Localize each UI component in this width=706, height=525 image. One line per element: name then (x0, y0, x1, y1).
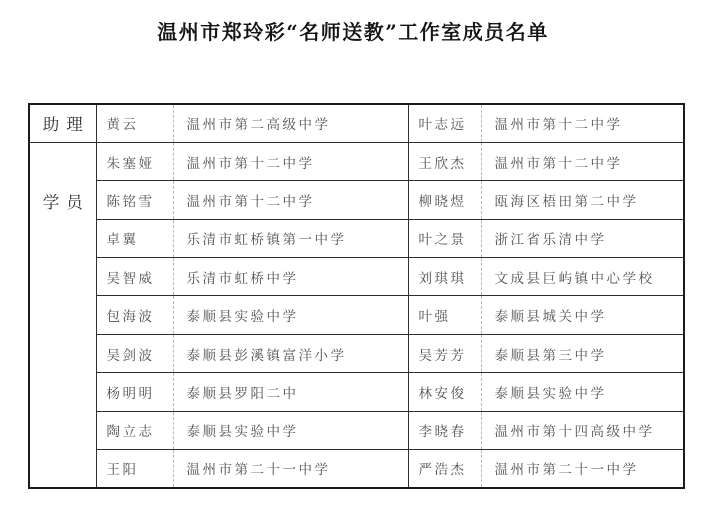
table-row (29, 258, 684, 296)
table-row (29, 450, 684, 488)
member-school-cell: 温州市第二高级中学 (173, 104, 408, 142)
member-school-cell: 温州市第十二中学 (481, 142, 684, 180)
member-name-cell: 叶强 (408, 296, 481, 334)
table-row (29, 181, 684, 219)
table-row (29, 142, 684, 180)
member-name-cell: 叶之景 (408, 219, 481, 257)
member-school-cell: 温州市第十二中学 (173, 181, 408, 219)
member-school-cell: 瓯海区梧田第二中学 (481, 181, 684, 219)
member-name-cell: 吴智威 (96, 258, 173, 296)
member-name-cell: 刘琪琪 (408, 258, 481, 296)
member-school-cell: 温州市第二十一中学 (173, 450, 408, 488)
table-row (29, 334, 684, 372)
table-row (29, 219, 684, 257)
member-school-cell: 温州市第十二中学 (481, 104, 684, 142)
member-name-cell: 黄云 (96, 104, 173, 142)
member-name-cell: 李晓春 (408, 411, 481, 449)
page-title: 温州市郑玲彩“名师送教”工作室成员名单 (157, 20, 549, 44)
member-school-cell: 泰顺县实验中学 (481, 373, 684, 411)
member-school-cell: 文成县巨屿镇中心学校 (481, 258, 684, 296)
member-school-cell: 泰顺县彭溪镇富洋小学 (173, 334, 408, 372)
member-name-cell: 杨明明 (96, 373, 173, 411)
member-school-cell: 乐清市虹桥中学 (173, 258, 408, 296)
table-row (29, 373, 684, 411)
table-row (29, 296, 684, 334)
member-name-cell: 叶志远 (408, 104, 481, 142)
member-name-cell: 吴芳芳 (408, 334, 481, 372)
member-school-cell: 泰顺县实验中学 (173, 411, 408, 449)
member-school-cell: 泰顺县罗阳二中 (173, 373, 408, 411)
member-name-cell: 卓翼 (96, 219, 173, 257)
member-name-cell: 陶立志 (96, 411, 173, 449)
member-name-cell: 包海波 (96, 296, 173, 334)
member-school-cell: 泰顺县第三中学 (481, 334, 684, 372)
member-school-cell: 温州市第十四高级中学 (481, 411, 684, 449)
member-name-cell: 王欣杰 (408, 142, 481, 180)
member-name-cell: 严浩杰 (408, 450, 481, 488)
member-name-cell: 林安俊 (408, 373, 481, 411)
member-school-cell: 乐清市虹桥镇第一中学 (173, 219, 408, 257)
table-row (29, 104, 684, 142)
member-name-cell: 陈铭雪 (96, 181, 173, 219)
role-cell: 学员 (29, 142, 96, 488)
member-school-cell: 泰顺县实验中学 (173, 296, 408, 334)
member-school-cell: 温州市第二十一中学 (494, 462, 639, 479)
member-school-cell: 泰顺县城关中学 (481, 296, 684, 334)
member-name-cell: 吴剑波 (96, 334, 173, 372)
member-name-cell: 朱塞娅 (96, 142, 173, 180)
member-school-cell: 温州市第十二中学 (173, 142, 408, 180)
table-row (29, 411, 684, 449)
member-school-cell: 浙江省乐清中学 (481, 219, 684, 257)
role-cell: 助理 (29, 104, 96, 142)
member-name-cell: 王阳 (96, 450, 173, 488)
member-name-cell: 柳晓煜 (408, 181, 481, 219)
members-table (28, 103, 685, 489)
